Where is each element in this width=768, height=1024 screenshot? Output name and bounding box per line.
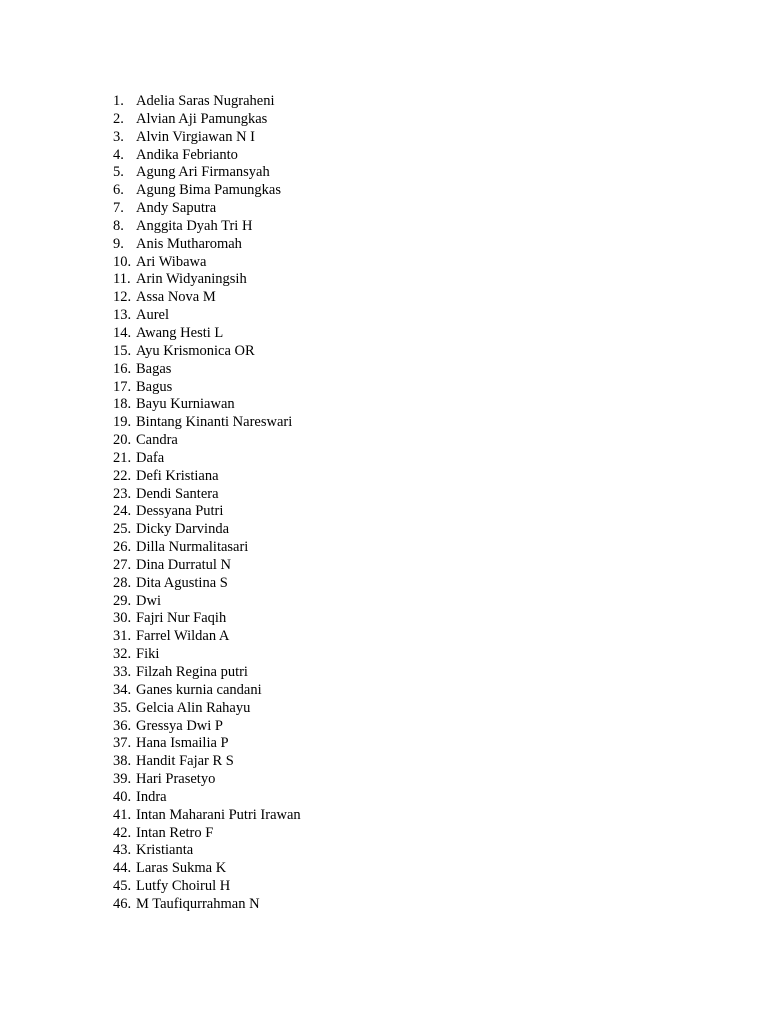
list-item-name: Kristianta [136, 842, 194, 859]
list-item-number: 25. [113, 521, 132, 538]
list-item [113, 93, 301, 111]
list-item-name: Awang Hesti L [136, 324, 224, 341]
list-item-number: 10. [113, 253, 132, 270]
list-item-name: Ayu Krismonica OR [136, 342, 255, 359]
list-item-name: Dendi Santera [136, 485, 219, 502]
list-item-number: 22. [113, 467, 132, 484]
list-item-number: 7. [113, 200, 124, 217]
list-item-name: Anis Mutharomah [136, 235, 242, 252]
list-item-name: Dafa [136, 449, 165, 466]
list-item-number: 6. [113, 182, 124, 199]
list-item [113, 628, 301, 646]
list-item [113, 860, 301, 878]
list-item-name: Laras Sukma K [136, 860, 227, 877]
list-item [113, 718, 301, 736]
list-item-name: Gelcia Alin Rahayu [136, 699, 251, 716]
list-item-name: Aurel [136, 307, 170, 324]
list-item-number: 28. [113, 574, 132, 591]
list-item-name: Bayu Kurniawan [136, 396, 235, 413]
list-item [113, 468, 301, 486]
list-item [113, 610, 301, 628]
list-item-number: 27. [113, 556, 132, 573]
list-item-name: Candra [136, 432, 178, 449]
list-item-number: 4. [113, 146, 124, 163]
list-item-number: 18. [113, 396, 132, 413]
list-item-name: Dita Agustina S [136, 574, 228, 591]
list-item-name: Dessyana Putri [136, 503, 224, 520]
list-item-name: Dwi [136, 592, 161, 609]
list-item [113, 896, 301, 914]
list-item [113, 254, 301, 272]
list-item-name: Assa Nova M [136, 289, 216, 306]
list-item-number: 40. [113, 788, 132, 805]
list-item-name: Andy Saputra [136, 200, 217, 217]
list-item-number: 34. [113, 681, 132, 698]
list-item-number: 29. [113, 592, 132, 609]
list-item-name: Dicky Darvinda [136, 521, 230, 538]
list-item-name: Farrel Wildan A [136, 628, 230, 645]
list-item [113, 379, 301, 397]
list-item-name: Indra [136, 788, 167, 805]
list-item [113, 111, 301, 129]
list-item-number: 11. [113, 271, 131, 288]
list-item-number: 14. [113, 324, 132, 341]
list-item-number: 2. [113, 110, 124, 127]
list-item-number: 36. [113, 717, 132, 734]
list-item-number: 39. [113, 771, 132, 788]
list-item-name: Lutfy Choirul H [136, 878, 231, 895]
list-item-name: Gressya Dwi P [136, 717, 223, 734]
list-item-number: 8. [113, 217, 124, 234]
list-item-number: 44. [113, 860, 132, 877]
list-item-name: Alvin Virgiawan N I [136, 128, 256, 145]
list-item [113, 396, 301, 414]
list-item [113, 539, 301, 557]
list-item-number: 1. [113, 93, 124, 109]
list-item-name: Ganes kurnia candani [136, 681, 262, 698]
list-item [113, 432, 301, 450]
list-item [113, 343, 301, 361]
list-item-name: Bagus [136, 378, 173, 395]
list-item [113, 361, 301, 379]
list-item-number: 38. [113, 753, 132, 770]
list-item [113, 646, 301, 664]
list-item [113, 289, 301, 307]
list-item-name: Hana Ismailia P [136, 735, 229, 752]
list-item-number: 12. [113, 289, 132, 306]
list-item [113, 700, 301, 718]
list-item-name: Andika Febrianto [136, 146, 238, 163]
list-item-number: 13. [113, 307, 132, 324]
list-item-number: 35. [113, 699, 132, 716]
list-item [113, 503, 301, 521]
list-item-number: 42. [113, 824, 132, 841]
list-item-number: 16. [113, 360, 132, 377]
list-item-number: 17. [113, 378, 132, 395]
list-item [113, 307, 301, 325]
list-item [113, 664, 301, 682]
list-item-number: 20. [113, 432, 132, 449]
list-item [113, 236, 301, 254]
list-item-number: 41. [113, 806, 132, 823]
list-item-number: 43. [113, 842, 132, 859]
list-item [113, 557, 301, 575]
list-item-name: Adelia Saras Nugraheni [136, 93, 275, 109]
list-item-name: Agung Ari Firmansyah [136, 164, 270, 181]
name-list [113, 93, 301, 914]
list-item-number: 31. [113, 628, 132, 645]
list-item [113, 789, 301, 807]
list-item [113, 218, 301, 236]
list-item [113, 825, 301, 843]
list-item-number: 19. [113, 414, 132, 431]
list-item-number: 15. [113, 342, 132, 359]
list-item [113, 807, 301, 825]
list-item-name: Ari Wibawa [136, 253, 207, 270]
list-item-name: Fajri Nur Faqih [136, 610, 227, 627]
list-item [113, 682, 301, 700]
list-item-number: 45. [113, 878, 132, 895]
list-item [113, 593, 301, 611]
list-item-name: Intan Maharani Putri Irawan [136, 806, 301, 823]
list-item-number: 5. [113, 164, 124, 181]
list-item-number: 24. [113, 503, 132, 520]
list-item [113, 735, 301, 753]
list-item-name: Fiki [136, 646, 160, 663]
list-item-number: 26. [113, 539, 132, 556]
list-item-name: Hari Prasetyo [136, 771, 216, 788]
list-item [113, 521, 301, 539]
list-item [113, 753, 301, 771]
list-item [113, 129, 301, 147]
list-item-name: Dilla Nurmalitasari [136, 539, 249, 556]
list-item [113, 771, 301, 789]
list-item-name: Anggita Dyah Tri H [136, 217, 253, 234]
list-item [113, 271, 301, 289]
list-item-number: 23. [113, 485, 132, 502]
list-item [113, 842, 301, 860]
list-item [113, 147, 301, 165]
list-item-name: Arin Widyaningsih [136, 271, 247, 288]
list-item-name: Filzah Regina putri [136, 664, 248, 680]
list-item [113, 575, 301, 593]
list-item-number: 46. [113, 895, 132, 912]
list-item-number: 32. [113, 646, 132, 663]
list-item [113, 164, 301, 182]
list-item [113, 486, 301, 504]
list-item-name: Defi Kristiana [136, 467, 219, 484]
list-item [113, 325, 301, 343]
list-item [113, 414, 301, 432]
list-item-number: 30. [113, 610, 132, 627]
list-item [113, 200, 301, 218]
list-item-name: M Taufiqurrahman N [136, 895, 260, 912]
list-item-number: 37. [113, 735, 132, 752]
list-item [113, 878, 301, 896]
list-item-name: Handit Fajar R S [136, 753, 234, 770]
list-item-name: Intan Retro F [136, 824, 214, 841]
list-item-name: Bintang Kinanti Nareswari [136, 414, 293, 431]
list-item-name: Agung Bima Pamungkas [136, 182, 281, 199]
list-item [113, 450, 301, 468]
list-item-name: Bagas [136, 360, 172, 377]
list-item [113, 182, 301, 200]
list-item-number: 9. [113, 235, 124, 252]
list-item-number: 3. [113, 128, 124, 145]
list-item-number: 21. [113, 449, 132, 466]
list-item-name: Alvian Aji Pamungkas [136, 110, 268, 127]
list-item-number: 33. [113, 664, 132, 680]
list-item-name: Dina Durratul N [136, 556, 232, 573]
